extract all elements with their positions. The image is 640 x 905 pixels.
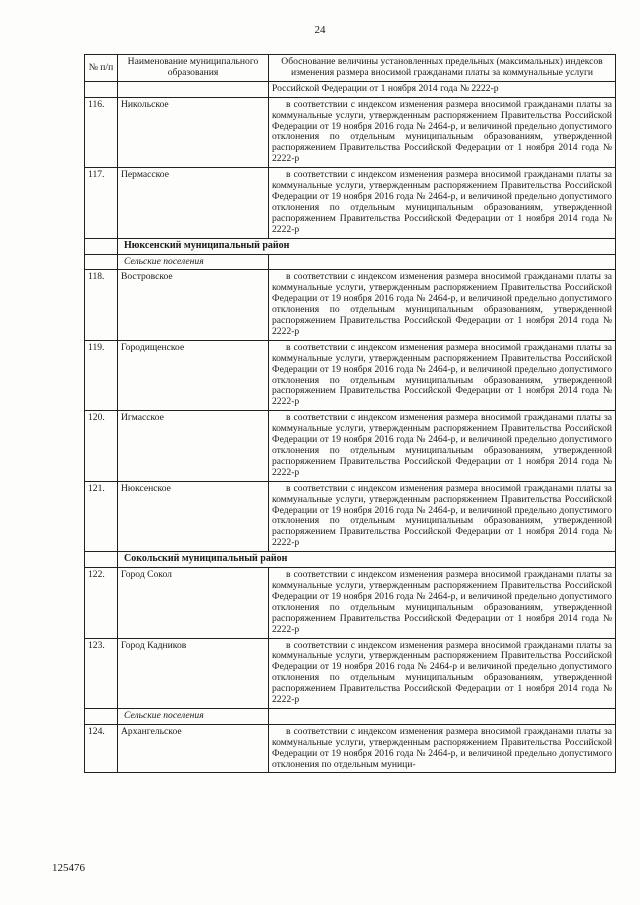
district-section-row	[85, 552, 616, 568]
basis-text: в соответствии с индексом изменения размера вносимой гражданами платы за коммунальные услуги, утвержденным распоряжением Правительства Российской Федерации от 19 ноября 2016 года № 2464-р, и величиной предельно допустимого отклонения по отдельным муниципальным образованиям, утвержденной распоряжением Правительства Российской Федерации от 1 ноября 2014 года № 2222-р	[272, 169, 612, 235]
basis-cell	[269, 481, 616, 551]
row-number: 119.	[85, 340, 118, 410]
basis-cell	[269, 270, 616, 340]
section-num-cell	[85, 238, 118, 254]
basis-text: в соответствии с индексом изменения размера вносимой гражданами платы за коммунальные услуги, утвержденным распоряжением Правительства Российской Федерации от 19 ноября 2016 года № 2464-р, и величиной предельно допустимого отклонения по отдельным муниципальным образованиям, утвержденной распоряжением Правительства Российской Федерации от 1 ноября 2014 года № 2222-р	[272, 482, 612, 549]
page-number: 24	[314, 24, 326, 36]
basis-cell	[269, 168, 616, 238]
basis-cell	[269, 724, 616, 773]
table-row	[85, 724, 616, 773]
municipality-name: Игмасское	[118, 411, 269, 481]
basis-text: в соответствии с индексом изменения размера вносимой гражданами платы за коммунальные услуги, утвержденным распоряжением Правительства Российской Федерации от 19 ноября 2016 года № 2464-р, и величиной предельно допустимого отклонения по отдельным муниципальным образованиям, утвержденной распоряжением Правительства Российской Федерации от 1 ноября 2014 года № 2222-р	[272, 98, 612, 165]
municipality-name: Городищенское	[118, 340, 269, 410]
municipality-name: Нюксенское	[118, 481, 269, 551]
municipality-name: Востровское	[118, 270, 269, 340]
basis-text: в соответствии с индексом изменения размера вносимой гражданами платы за коммунальные услуги, утвержденным распоряжением Правительства Российской Федерации от 19 ноября 2016 года № 2464-р и величиной предельно допустимого отклонения по отдельным муниципальным образованиям, утвержденной распоряжением Правительства Российской Федерации от 1 ноября 2014 года № 2222-р	[272, 639, 612, 706]
continuation-num-cell	[85, 81, 118, 97]
basis-cell	[269, 411, 616, 481]
basis-cell	[269, 340, 616, 410]
subsection-label: Сельские поселения	[118, 254, 269, 270]
subsection-row	[85, 708, 616, 724]
row-number: 118.	[85, 270, 118, 340]
district-name: Нюксенский муниципальный район	[118, 238, 616, 254]
basis-cell	[269, 97, 616, 167]
row-number: 122.	[85, 568, 118, 638]
subsection-num-cell	[85, 708, 118, 724]
row-number: 117.	[85, 168, 118, 238]
municipality-name: Город Сокол	[118, 568, 269, 638]
table-body	[85, 81, 616, 773]
table-row	[85, 638, 616, 708]
header-num: № п/п	[85, 55, 118, 82]
row-number: 120.	[85, 411, 118, 481]
tariff-index-table	[84, 54, 616, 773]
continuation-name-cell	[118, 81, 269, 97]
header-name: Наименование муниципального образования	[118, 55, 269, 82]
basis-cell	[269, 638, 616, 708]
table-row	[85, 411, 616, 481]
row-number: 124.	[85, 724, 118, 773]
municipality-name: Архангельское	[118, 724, 269, 773]
table-row	[85, 168, 616, 238]
municipality-name: Город Кадников	[118, 638, 269, 708]
district-section-row	[85, 238, 616, 254]
subsection-basis-cell	[269, 708, 616, 724]
municipality-name: Никольское	[118, 97, 269, 167]
section-num-cell	[85, 552, 118, 568]
table-row	[85, 270, 616, 340]
basis-text: в соответствии с индексом изменения размера вносимой гражданами платы за коммунальные услуги, утвержденным распоряжением Правительства Российской Федерации от 19 ноября 2016 года № 2464-р, и величиной предельно допустимого отклонения по отдельным муниципальным образованиям, утвержденной распоряжением Правительства Российской Федерации от 1 ноября 2014 года № 2222-р	[272, 569, 612, 635]
continuation-row	[85, 81, 616, 97]
row-number: 116.	[85, 97, 118, 167]
municipality-name: Пермасское	[118, 168, 269, 238]
table-header-row	[85, 55, 616, 82]
basis-text: в соответствии с индексом изменения размера вносимой гражданами платы за коммунальные услуги, утвержденным распоряжением Правительства Российской Федерации от 19 ноября 2016 года № 2464-р, и величиной предельно допустимого отклонения по отдельным муници-	[272, 725, 612, 770]
continuation-basis-cell: Российской Федерации от 1 ноября 2014 года № 2222-р	[269, 81, 616, 97]
footer-document-code: 125476	[52, 862, 85, 874]
basis-text: в соответствии с индексом изменения размера вносимой гражданами платы за коммунальные услуги, утвержденным распоряжением Правительства Российской Федерации от 19 ноября 2016 года № 2464-р, и величиной предельно допустимого отклонения по отдельным муниципальным образованиям, утвержденной распоряжением Правительства Российской Федерации от 1 ноября 2014 года № 2222-р	[272, 271, 612, 337]
table-row	[85, 340, 616, 410]
subsection-label: Сельские поселения	[118, 708, 269, 724]
district-name: Сокольский муниципальный район	[118, 552, 616, 568]
basis-text: в соответствии с индексом изменения размера вносимой гражданами платы за коммунальные услуги, утвержденным распоряжением Правительства Российской Федерации от 19 ноября 2016 года № 2464-р, и величиной предельно допустимого отклонения по отдельным муниципальным образованиям, утвержденной распоряжением Правительства Российской Федерации от 1 ноября 2014 года № 2222-р	[272, 412, 612, 478]
basis-cell	[269, 568, 616, 638]
subsection-basis-cell	[269, 254, 616, 270]
table-row	[85, 568, 616, 638]
row-number: 121.	[85, 481, 118, 551]
subsection-num-cell	[85, 254, 118, 270]
table-row	[85, 97, 616, 167]
row-number: 123.	[85, 638, 118, 708]
basis-text: в соответствии с индексом изменения размера вносимой гражданами платы за коммунальные услуги, утвержденным распоряжением Правительства Российской Федерации от 19 ноября 2016 года № 2464-р, и величиной предельно допустимого отклонения по отдельным муниципальным образованиям, утвержденной распоряжением Правительства Российской Федерации от 1 ноября 2014 года № 2222-р	[272, 341, 612, 408]
table-row	[85, 481, 616, 551]
header-basis: Обоснование величины установленных предельных (максимальных) индексов изменения размера вносимой гражданами платы за коммунальные услуги	[269, 55, 616, 82]
subsection-row	[85, 254, 616, 270]
